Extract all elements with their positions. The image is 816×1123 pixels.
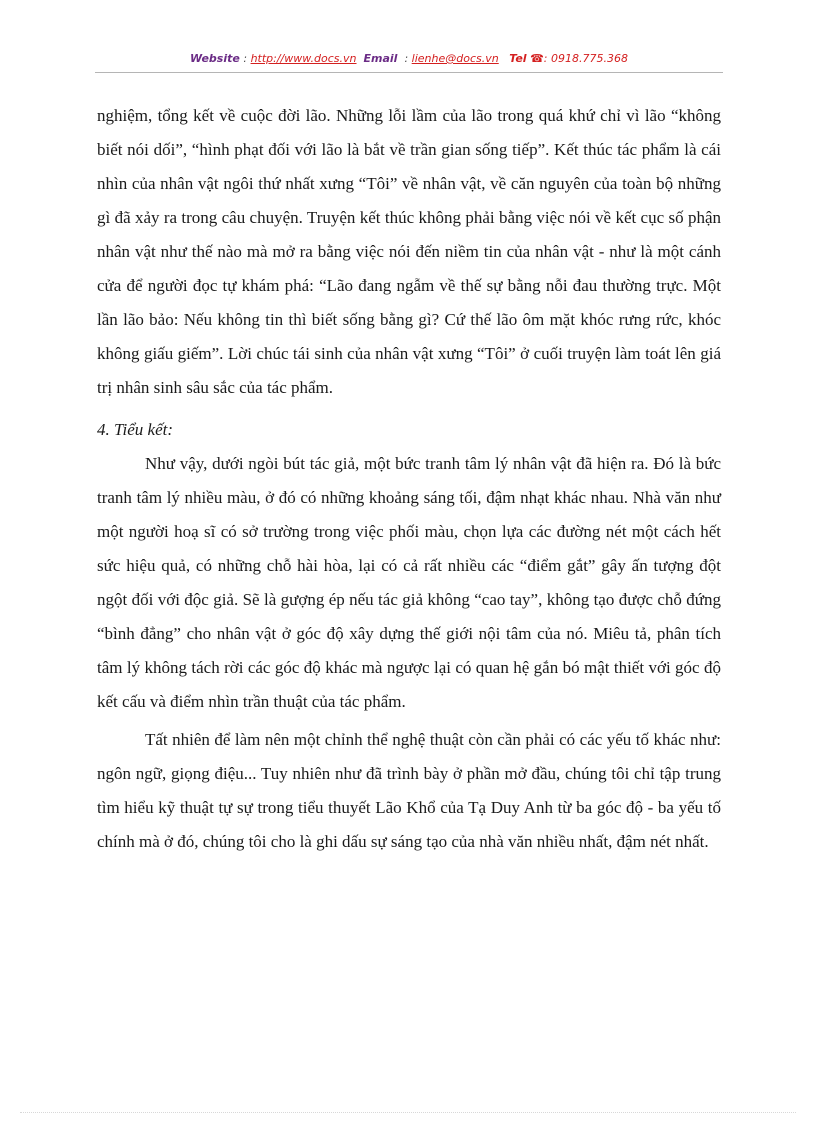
section-title: 4. Tiểu kết:: [97, 420, 174, 439]
page-header: [95, 50, 723, 73]
paragraph-summary: Như vậy, dưới ngòi bút tác giả, một bức tranh tâm lý nhân vật đã hiện ra. Đó là bức tranh tâm lý nhiều màu, ở đó có những khoảng sáng tối, đậm nhạt khác nhau. Nhà văn như một người hoạ sĩ có sở trường trong việc phối màu, chọn lựa các đường nét một cách hết sức hiệu quả, có những chỗ hài hòa, lại có cả rất nhiều các “điểm gắt” gây ấn tượng đột ngột đối với độc giả. Sẽ là gượng ép nếu tác giả không “cao tay”, không tạo được chỗ đứng “bình đẳng” cho nhân vật ở góc độ xây dựng thế giới nội tâm của nó. Miêu tả, phân tích tâm lý không tách rời các góc độ khác mà ngược lại có quan hệ gắn bó mật thiết với góc độ kết cấu và điểm nhìn trần thuật của tác phẩm.: [97, 454, 721, 711]
email-link[interactable]: lienhe@docs.vn: [411, 52, 499, 65]
footer-divider: [20, 1112, 796, 1113]
email-label: Email: [363, 52, 398, 65]
tel-label: Tel: [509, 52, 527, 65]
paragraph-conclusion: Tất nhiên để làm nên một chỉnh thể nghệ thuật còn cần phải có các yếu tố khác như: ngôn ngữ, giọng điệu... Tuy nhiên như đã trình bày ở phần mở đầu, chúng tôi chỉ tập trung tìm hiểu kỹ thuật tự sự trong tiểu thuyết Lão Khổ của Tạ Duy Anh từ ba góc độ - ba yếu tố chính mà ở đó, chúng tôi cho là ghi dấu sự sáng tạo của nhà văn nhiều nhất, đậm nét nhất.: [97, 730, 721, 851]
tel-number: : 0918.775.368: [543, 52, 628, 65]
website-link[interactable]: http://www.docs.vn: [250, 52, 357, 65]
document-body: [97, 99, 721, 859]
phone-icon: ☎: [530, 52, 544, 65]
email-separator: :: [400, 52, 412, 65]
website-label: Website: [190, 52, 240, 65]
paragraph-continuation: nghiệm, tổng kết về cuộc đời lão. Những lỗi lầm của lão trong quá khứ chỉ vì lão “không biết nói dối”, “hình phạt đối với lão là bắt về trần gian sống tiếp”. Kết thúc tác phẩm là cái nhìn của nhân vật ngôi thứ nhất xưng “Tôi” về nhân vật, về căn nguyên của toàn bộ những gì đã xảy ra trong câu chuyện. Truyện kết thúc không phải bằng việc nói về kết cục số phận nhân vật như thế nào mà mở ra bằng việc nói đến niềm tin của nhân vật - như là một cánh cửa để người đọc tự khám phá: “Lão đang ngẫm về thế sự bằng nỗi đau thường trực. Một lần lão bảo: Nếu không tin thì biết sống bằng gì? Cứ thế lão ôm mặt khóc rưng rức, khóc không giấu giếm”. Lời chúc tái sinh của nhân vật xưng “Tôi” ở cuối truyện làm toát lên giá trị nhân sinh sâu sắc của tác phẩm.: [97, 106, 721, 397]
website-separator: :: [239, 52, 251, 65]
